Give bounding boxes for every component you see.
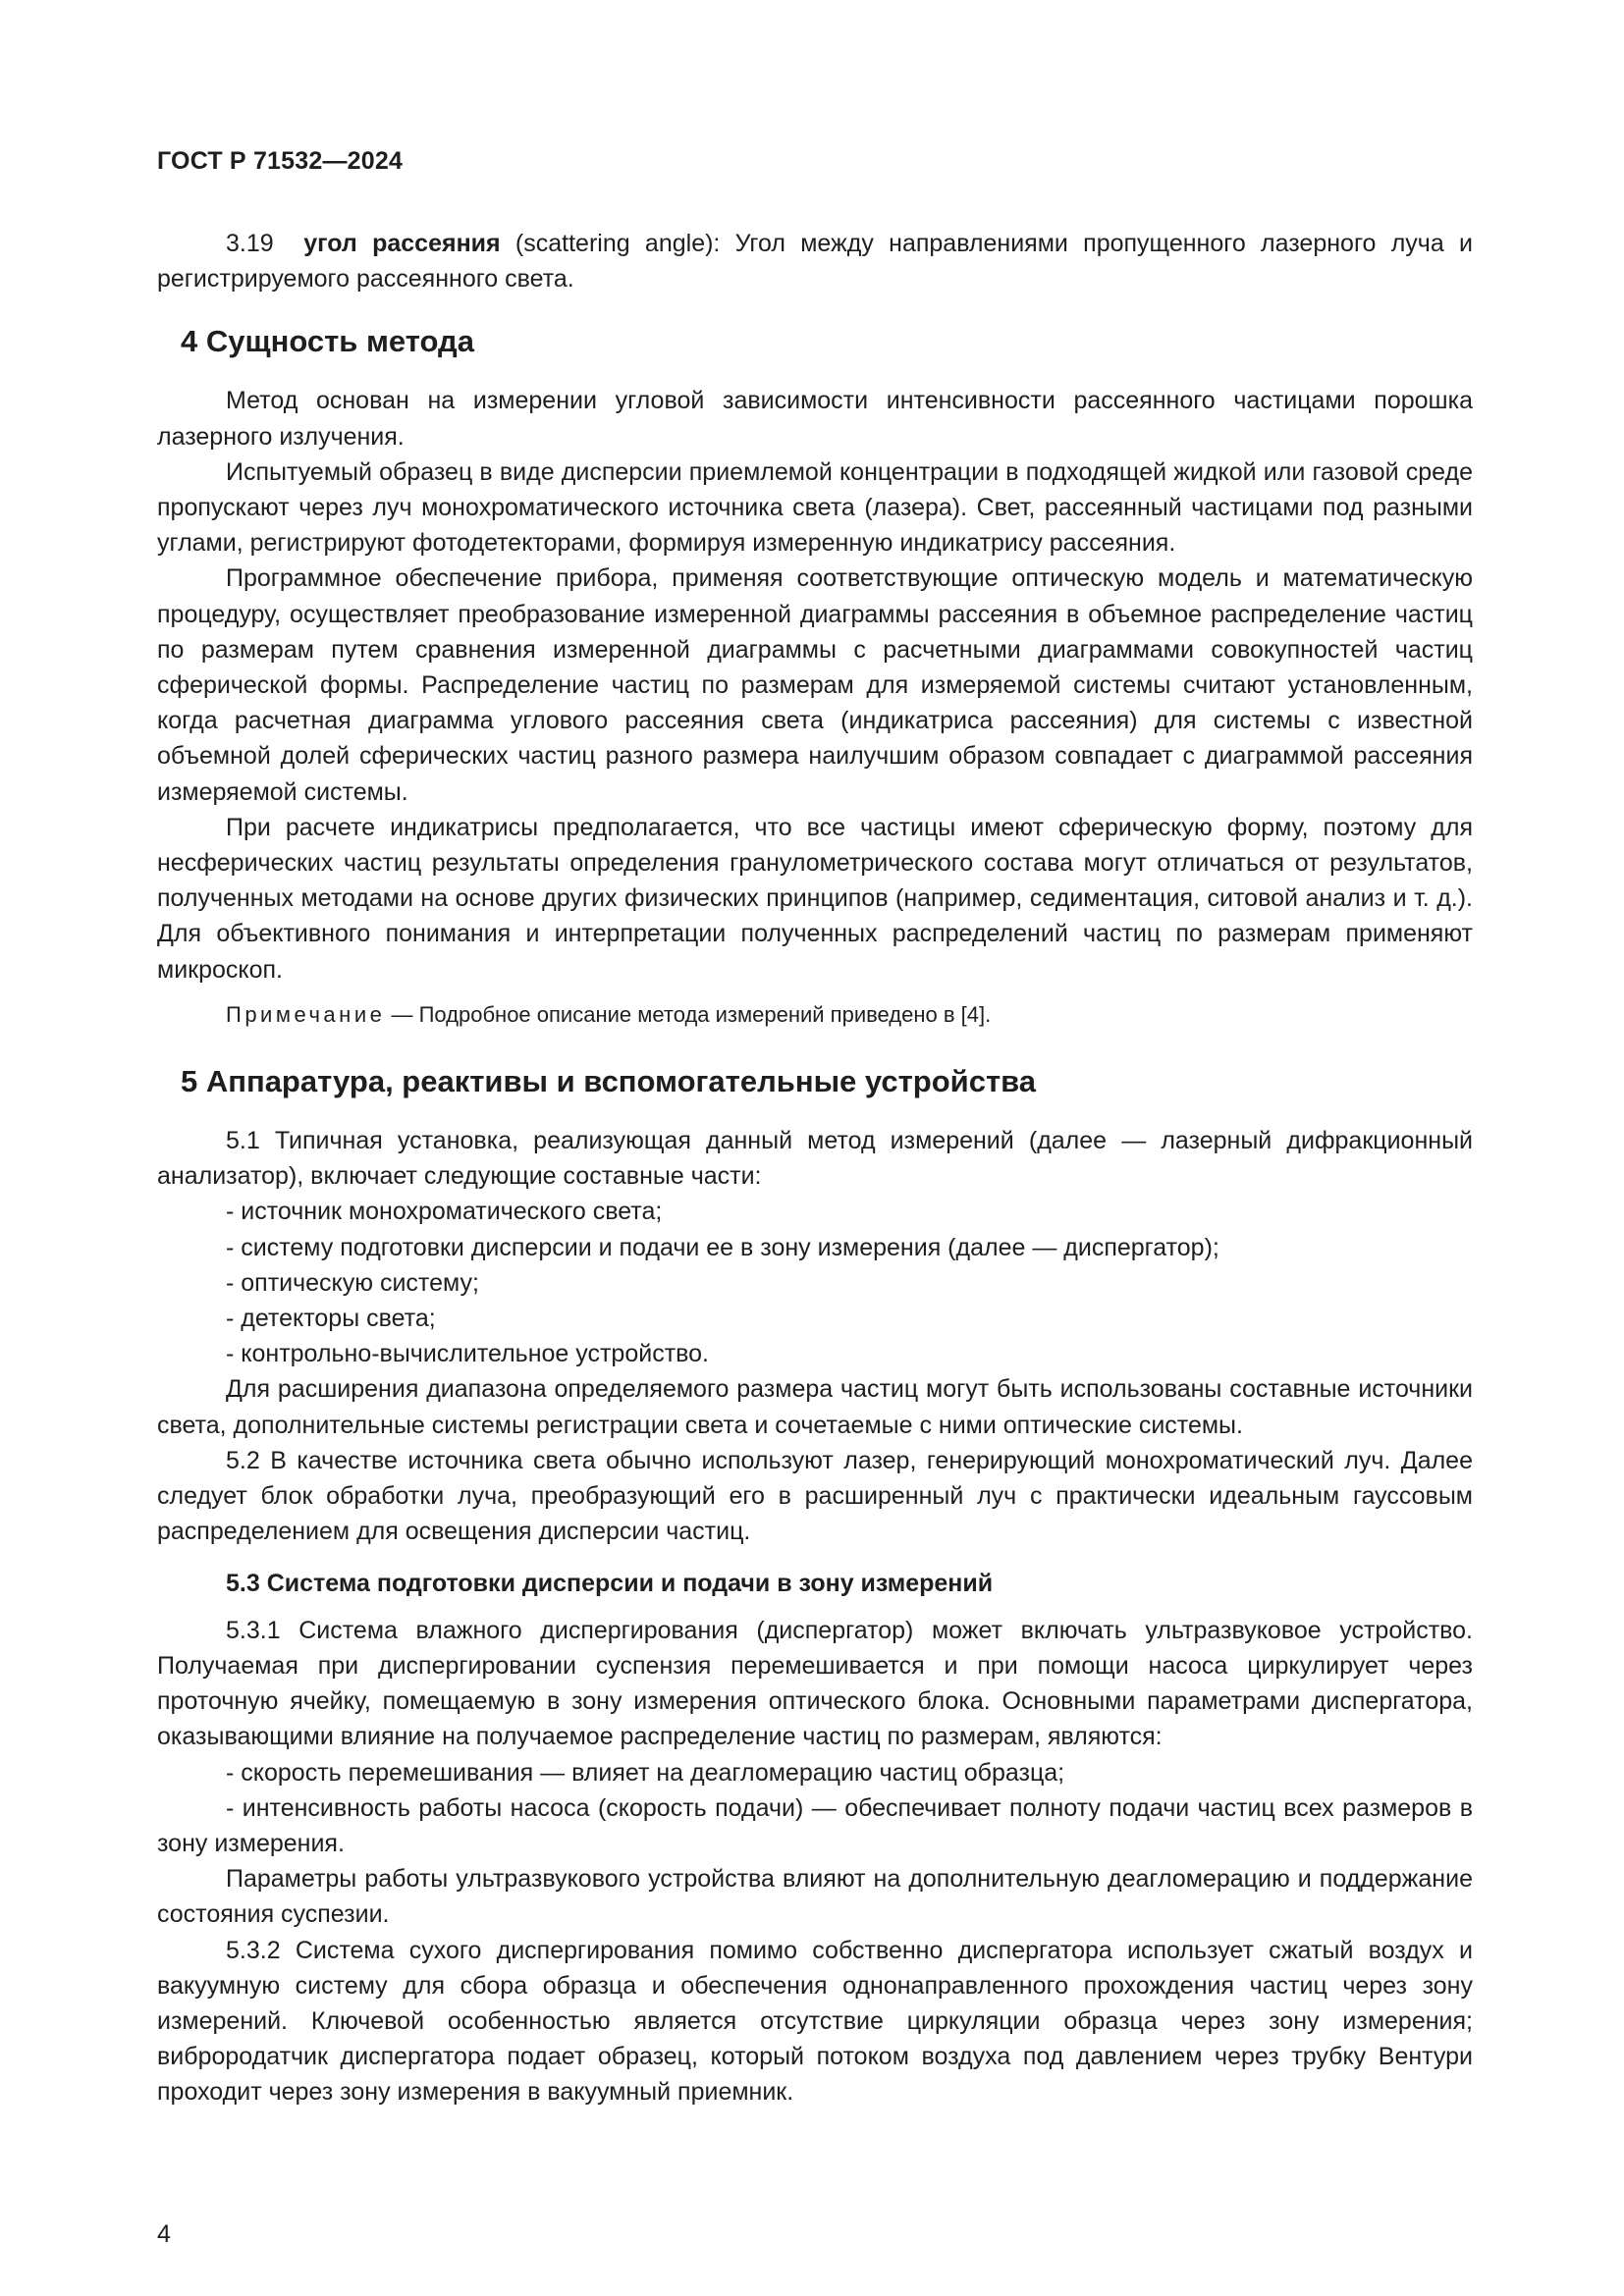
note <box>157 997 1473 1033</box>
note-label: Примечание <box>226 1001 386 1027</box>
clause-5-1-continuation: Для расширения диапазона определяемого размера частиц могут быть использованы составные источники света, дополнительные системы регистрации света и сочетаемые с ними оптические системы. <box>157 1375 1473 1439</box>
section-4-paragraph: При расчете индикатрисы предполагается, что все частицы имеют сферическую форму, поэтому для несферических частиц результаты определения гранулометрического состава могут отличаться от результатов, полученных методами на основе других физических принципов (например, седиментация, ситовой анализ и т. д.). Для объективного понимания и интерпретации полученных распределений частиц по размерам применяют микроскоп. <box>157 813 1473 984</box>
list-item: - интенсивность работы насоса (скорость подачи) — обеспечивает полноту подачи частиц всех размеров в зону измерения. <box>157 1793 1473 1857</box>
term: угол рассеяния <box>303 230 501 257</box>
section-4-title: 4 Сущность метода <box>181 324 474 359</box>
list-item: - контрольно-вычислительное устройство. <box>226 1340 710 1368</box>
note-text: — Подробное описание метода измерений приведено в [4]. <box>385 1001 992 1027</box>
section-4-paragraph: Испытуемый образец в виде дисперсии приемлемой концентрации в подходящей жидкой или газовой среде пропускают через луч монохроматического источника света (лазера). Свет, рассеянный частицами под разными углами, регистрируют фотодетекторами, формируя измеренную индикатрису рассеяния. <box>157 457 1473 558</box>
document-page <box>157 0 1473 2296</box>
list-item: - скорость перемешивания — влияет на деагломерацию частиц образца; <box>226 1758 1065 1787</box>
document-body <box>157 226 1473 2110</box>
clause-5-3-2: 5.3.2 Система сухого диспергирования помимо собственно диспергатора использует сжатый воздух и вакуумную систему для сбора образца и обеспечения однонаправленного прохождения частиц через зону измерений. Ключевой особенностью является отсутствие циркуляции образца через зону измерения; вибpopодатчик диспергатора подает образец, который потоком воздуха под давлением через трубку Вентури проходит через зону измерения в вакуумный приемник. <box>157 1936 1473 2107</box>
clause-5-3-heading: 5.3 Система подготовки дисперсии и подачи в зону измерений <box>226 1569 994 1597</box>
clause-number: 3.19 <box>226 230 274 257</box>
definition-text: (scattering angle): Угол между направлениями пропущенного лазерного луча и регистрируемого рассеянного света. <box>157 230 1473 294</box>
list-item: - оптическую систему; <box>226 1268 479 1297</box>
list-item: - детекторы света; <box>226 1305 436 1333</box>
section-4-paragraph: Метод основан на измерении угловой зависимости интенсивности рассеянного частицами порошка лазерного излучения. <box>157 387 1473 451</box>
section-4-paragraph: Программное обеспечение прибора, применяя соответствующие оптическую модель и математическую процедуру, осуществляет преобразование измеренной диаграммы рассеяния в объемное распределение частиц по размерам путем сравнения измеренной диаграммы с расчетными диаграммами совокупностей частиц сферической формы. Распределение частиц по размерам для измеряемой системы считают установленным, когда расчетная диаграмма углового рассеяния света (индикатриса рассеяния) для системы с известной объемной долей сферических частиц разного размера наилучшим образом совпадает с диаграммой рассеяния измеряемой системы. <box>157 564 1473 806</box>
clause-5-2: 5.2 В качестве источника света обычно используют лазер, генерирующий монохроматический луч. Далее следует блок обработки луча, преобразующий его в расширенный луч с практически идеальным гауссовым распределением для освещения дисперсии частиц. <box>157 1446 1473 1546</box>
clause-5-3-1: 5.3.1 Система влажного диспергирования (диспергатор) может включать ультразвуковое устройство. Получаемая при диспергировании суспензия перемешивается и при помощи насоса циркулирует через проточную ячейку, помещаемую в зону измерения оптического блока. Основными параметрами диспергатора, оказывающими влияние на получаемое распределение частиц по размерам, являются: <box>157 1616 1473 1751</box>
clause-3-19 <box>157 226 1473 296</box>
section-5-title: 5 Аппаратура, реактивы и вспомогательные устройства <box>181 1064 1037 1099</box>
page-number: 4 <box>157 2220 171 2248</box>
list-item: - систему подготовки дисперсии и подачи ее в зону измерения (далее — диспергатор); <box>226 1233 1219 1261</box>
clause-5-3-1-continuation: Параметры работы ультразвукового устройства влияют на дополнительную деагломерацию и поддержание состояния суспезии. <box>157 1865 1473 1929</box>
clause-5-1: 5.1 Типичная установка, реализующая данный метод измерений (далее — лазерный дифракционный анализатор), включает следующие составные части: <box>157 1127 1473 1191</box>
list-item: - источник монохроматического света; <box>226 1198 663 1226</box>
document-header: ГОСТ Р 71532—2024 <box>157 147 404 175</box>
